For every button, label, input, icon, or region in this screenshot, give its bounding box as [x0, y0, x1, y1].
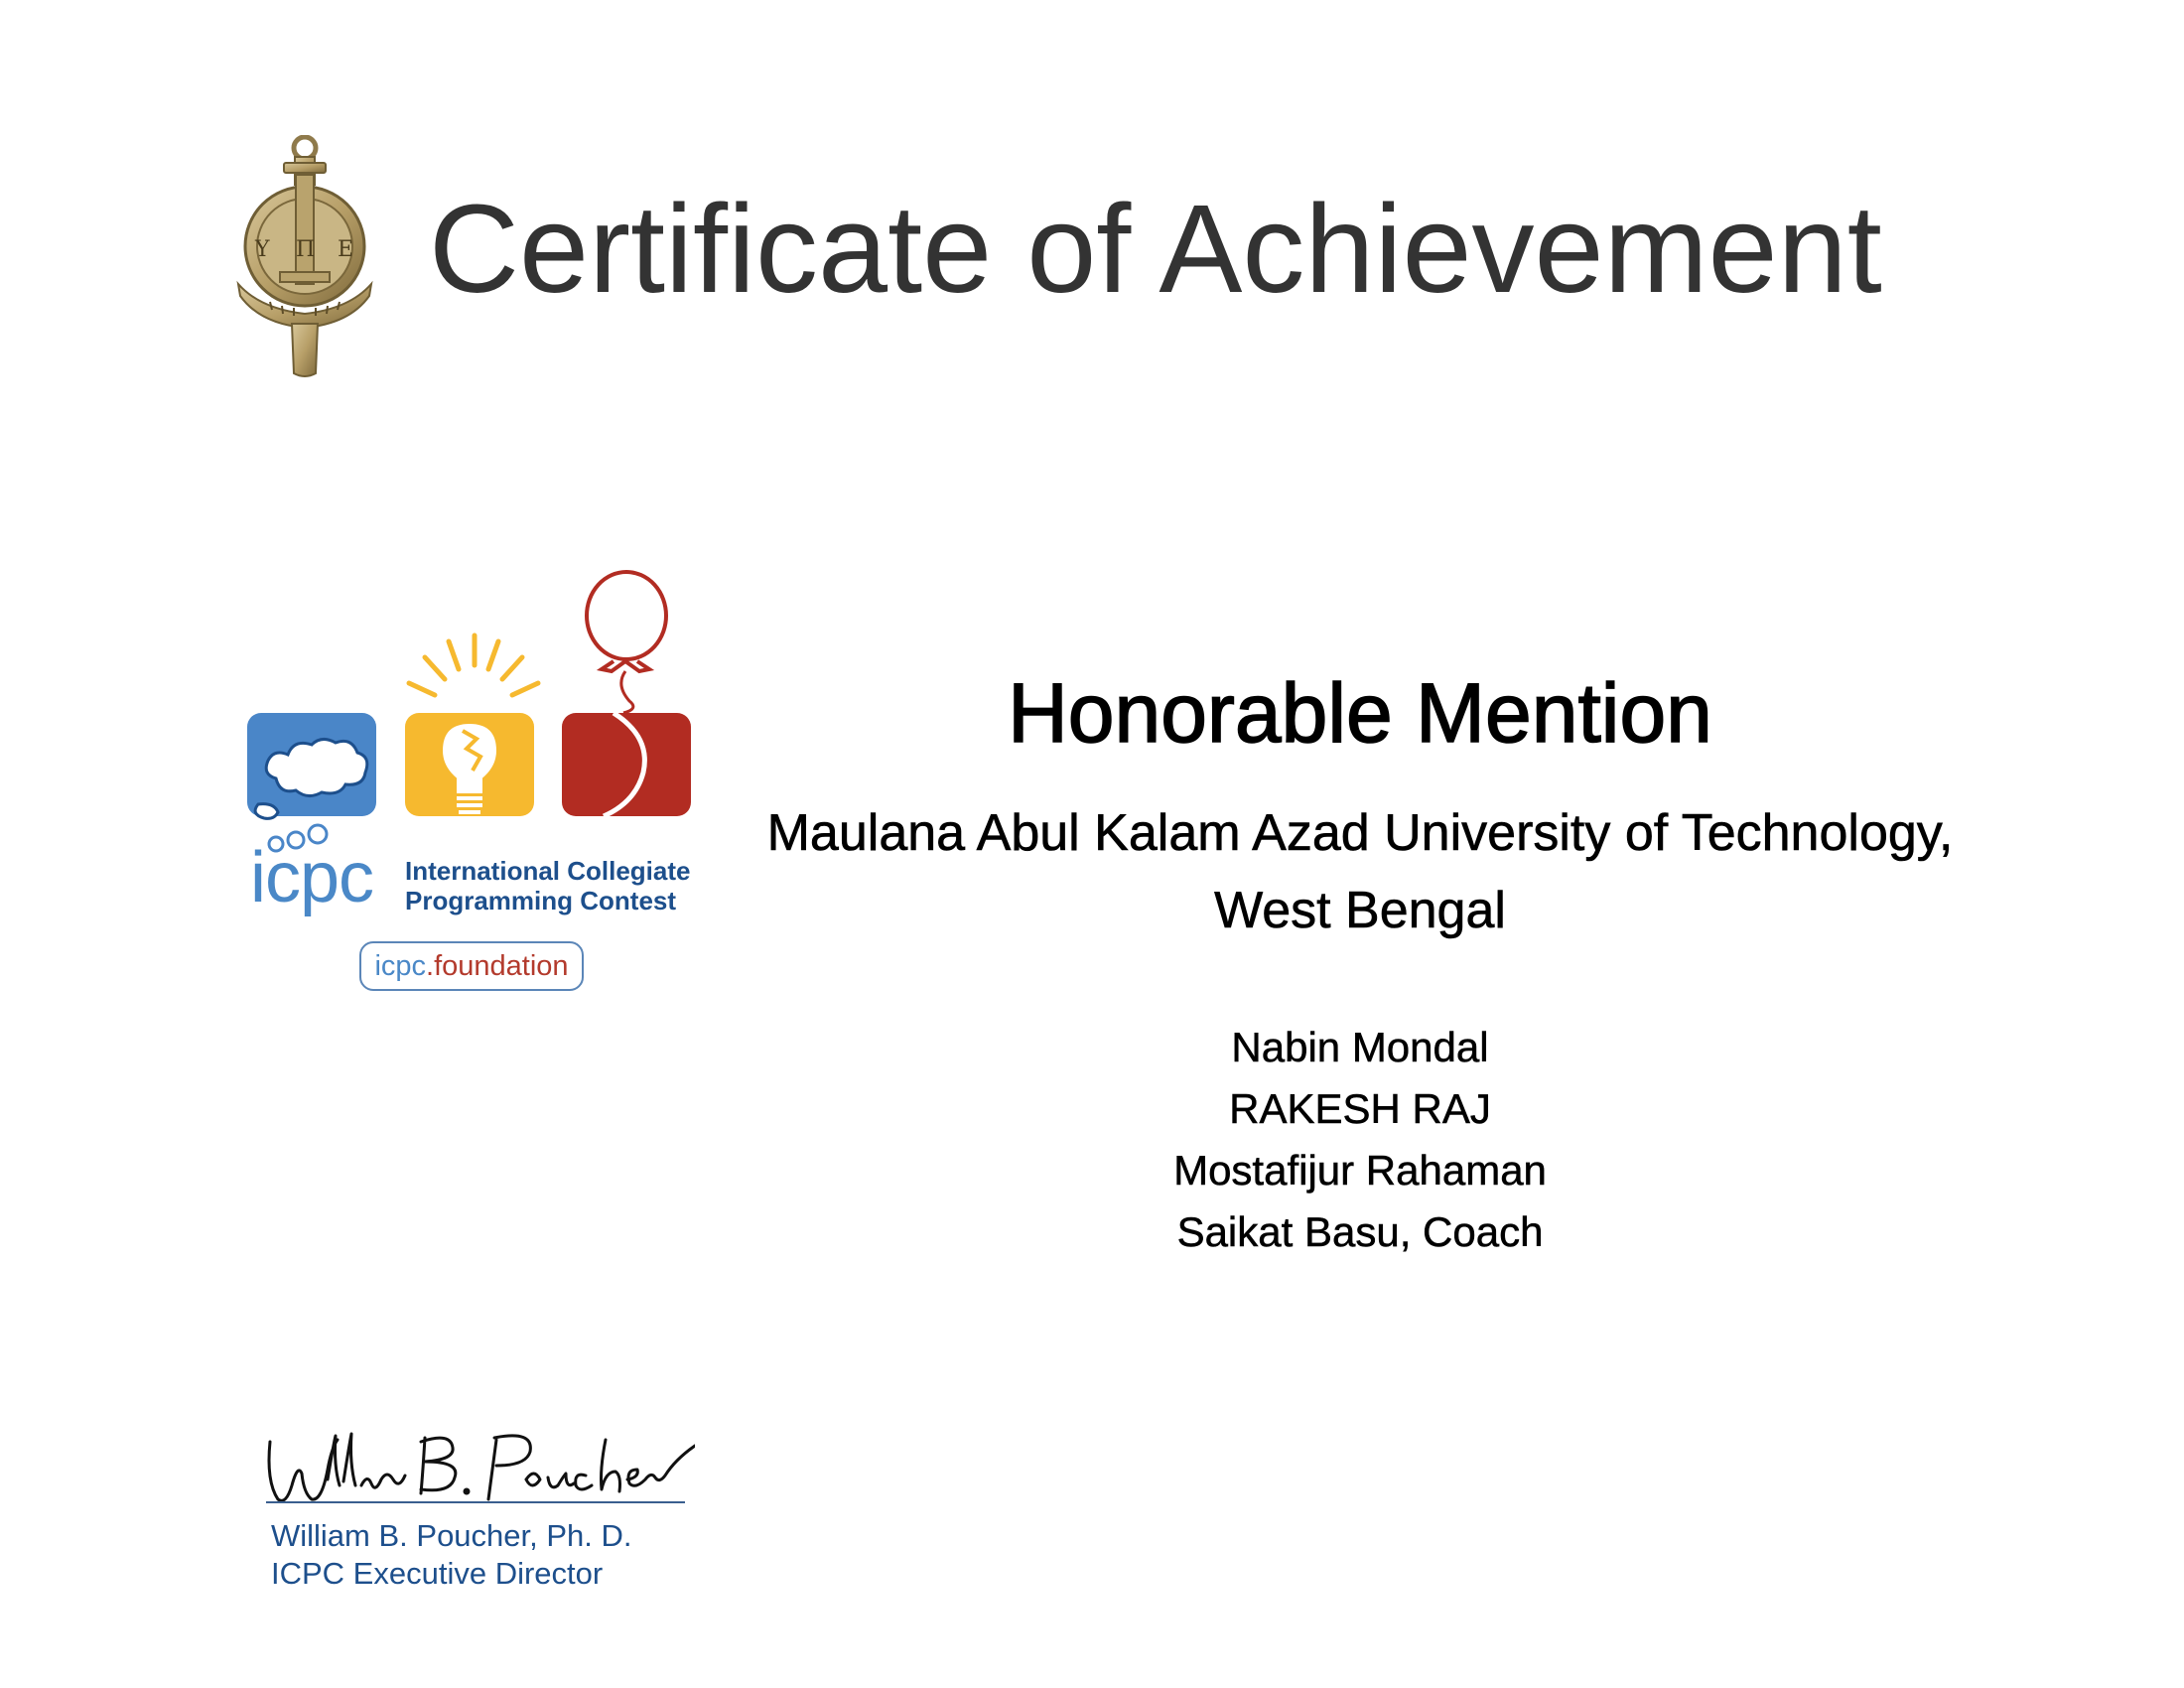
- team-members: [695, 1017, 2025, 1263]
- foundation-part-domain: .foundation: [426, 950, 569, 982]
- foundation-part-icpc: icpc: [374, 950, 427, 982]
- certificate-title: Certificate of Achievement: [429, 179, 1882, 319]
- team-member: RAKESH RAJ: [1229, 1085, 1491, 1132]
- signature-line: [266, 1501, 685, 1503]
- handwritten-signature-icon: [258, 1420, 695, 1511]
- institution-line-2: West Bengal: [1214, 882, 1506, 939]
- medal-letter-upsilon: Υ: [255, 237, 270, 262]
- upe-medal-icon: [230, 135, 379, 383]
- icpc-name-line-1: International Collegiate: [405, 856, 691, 886]
- institution-name: [695, 794, 2025, 949]
- award-title: Honorable Mention: [1008, 666, 1712, 760]
- icpc-wordmark: icpc: [250, 838, 374, 917]
- signer-name: William B. Poucher, Ph. D.: [271, 1518, 632, 1553]
- icpc-foundation-badge: [359, 941, 584, 991]
- icpc-full-name: [405, 856, 691, 915]
- institution-line-1: Maulana Abul Kalam Azad University of Technology,: [766, 804, 1954, 862]
- icpc-logo-icon: [238, 566, 705, 1003]
- medal-letter-pi: Π: [296, 237, 316, 262]
- medal-letter-epsilon: Ε: [338, 237, 354, 262]
- team-coach: Saikat Basu, Coach: [1176, 1208, 1544, 1255]
- team-member: Nabin Mondal: [1231, 1024, 1489, 1070]
- icpc-name-line-2: Programming Contest: [405, 886, 677, 915]
- team-member: Mostafijur Rahaman: [1173, 1147, 1547, 1194]
- signer-role: ICPC Executive Director: [271, 1556, 604, 1591]
